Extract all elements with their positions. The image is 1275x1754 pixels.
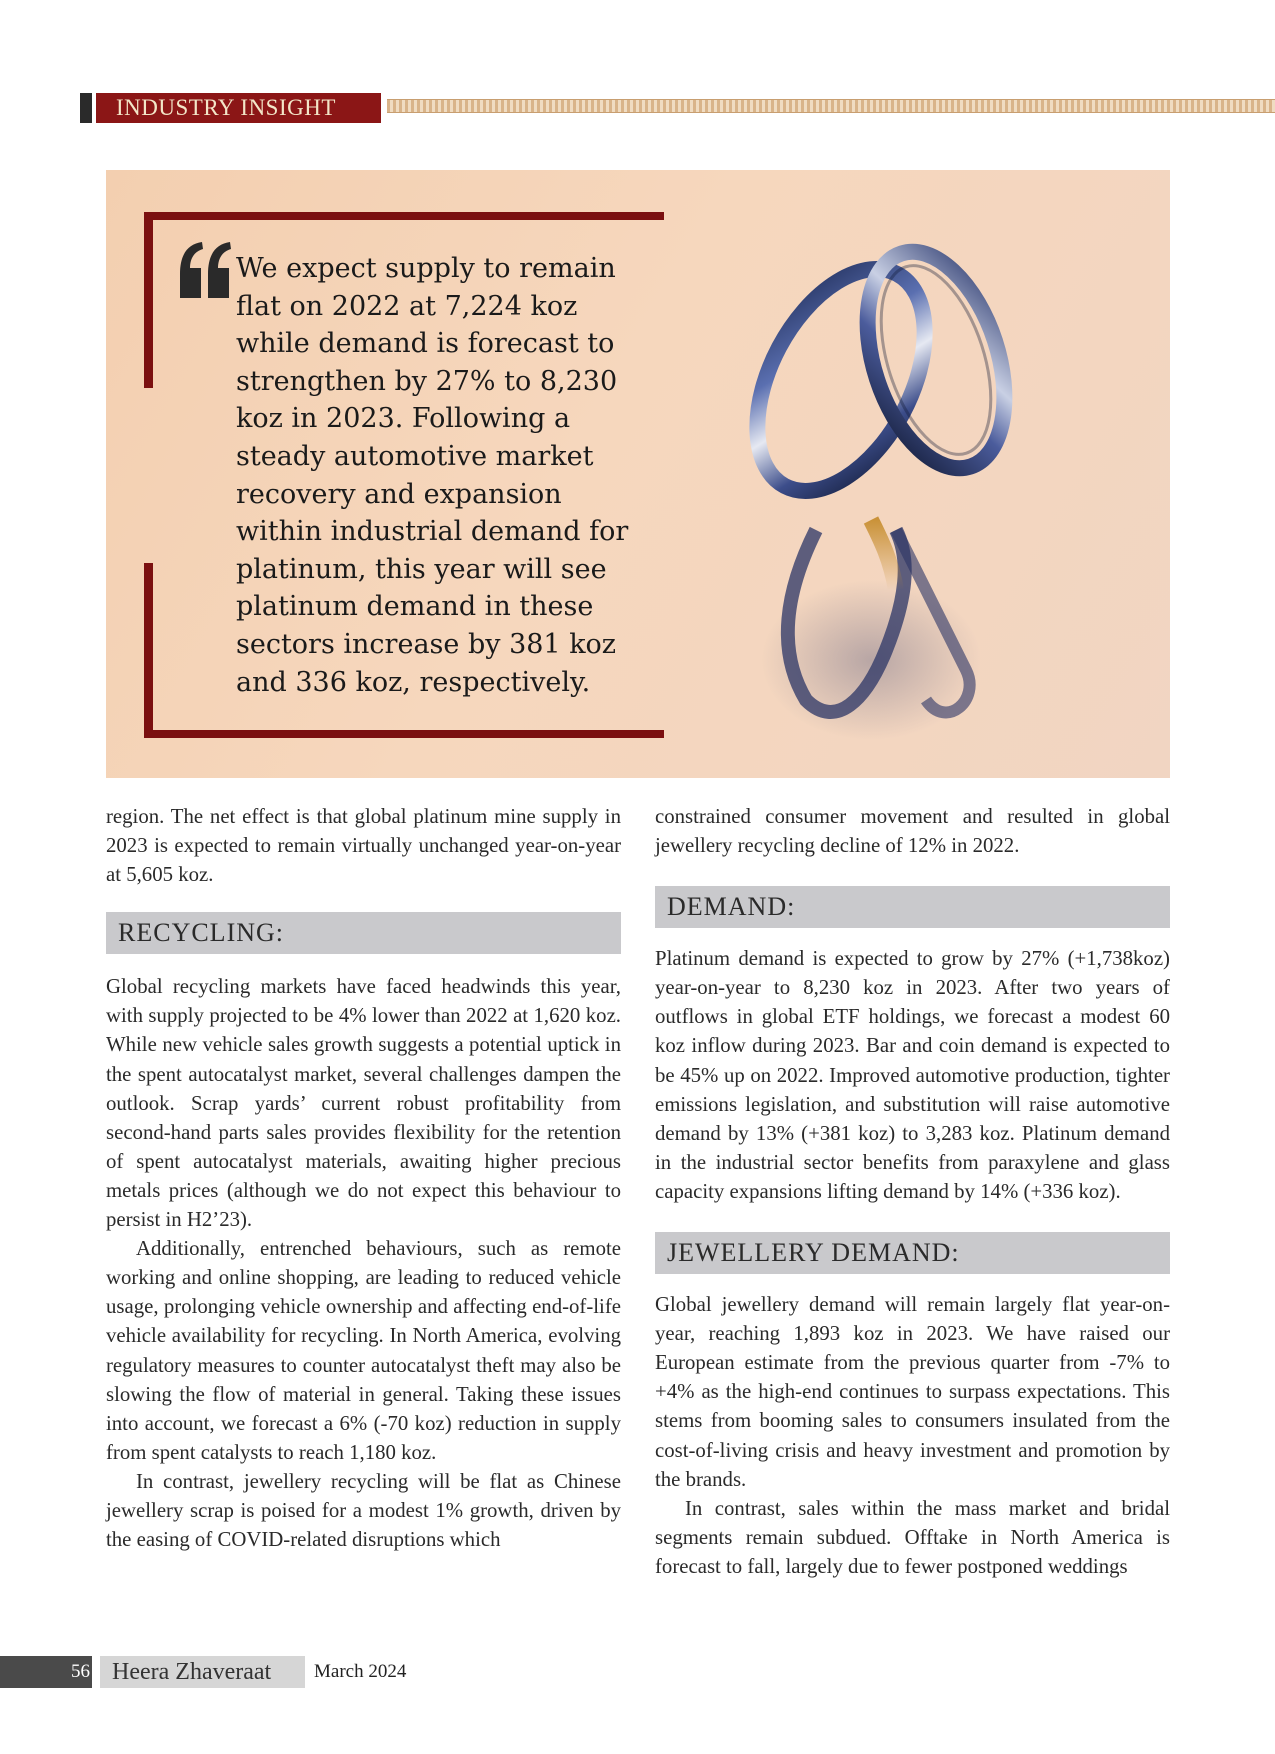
section-label: INDUSTRY INSIGHT bbox=[96, 93, 381, 123]
quote-frame-bottom bbox=[144, 730, 664, 738]
demand-paragraph: Platinum demand is expected to grow by 27% (+1,738koz) year-on-year to 8,230 koz in 2023. After two years of outflows in global ETF holdings, we forecast a modest 60 koz inflow during 2023. Bar and coin demand is expected to be 45% up on 2022. Improved automotive production, tighter emissions legislation, and substitution will raise automotive demand by 13% (+381 koz) to 3,283 koz. Platinum demand in the industrial sector benefits from paraxylene and glass capacity expansions lifting demand by 14% (+336 koz). bbox=[655, 947, 1170, 1203]
right-intro-paragraph: constrained consumer movement and resulted in global jewellery recycling decline of 12% in 2022. bbox=[655, 805, 1170, 858]
page-number: 56 bbox=[0, 1656, 92, 1688]
magazine-name: Heera Zhaveraat bbox=[100, 1656, 305, 1688]
jewellery-demand-heading: JEWELLERY DEMAND: bbox=[655, 1232, 1170, 1274]
recycling-heading: RECYCLING: bbox=[106, 912, 621, 954]
recycling-paragraph-2: Additionally, entrenched behaviours, such as remote working and online shopping, are leading to reduced vehicle usage, prolonging vehicle ownership and affecting end-of-life vehicle availability for recycling. In North America, evolving regulatory measures to counter autocatalyst theft may also be slowing the flow of material in general. Taking these issues into account, we forecast a 6% (-70 koz) reduction in supply from spent catalysts to reach 1,180 koz. bbox=[106, 1237, 621, 1464]
quote-frame-left-bottom bbox=[144, 563, 153, 738]
jewellery-paragraph-1: Global jewellery demand will remain largely flat year-on-year, reaching 1,893 koz in 2023. We have raised our European estimate from the previous quarter from -7% to +4% as the high-end continues to surpass expectations. This stems from booming sales to consumers insulated from the cost-of-living crisis and heavy investment and promotion by the brands. bbox=[655, 1293, 1170, 1491]
demand-heading: DEMAND: bbox=[655, 886, 1170, 928]
quote-mark-icon bbox=[176, 240, 234, 300]
jewellery-paragraph-2: In contrast, sales within the mass market and bridal segments remain subdued. Offtake in North America is forecast to fall, largely due to fewer postponed weddings bbox=[655, 1496, 1170, 1578]
quote-frame-top bbox=[144, 212, 664, 220]
recycling-paragraph-1: Global recycling markets have faced headwinds this year, with supply projected to be 4% lower than 2022 at 1,620 koz. While new vehicle sales growth suggests a potential uptick in the spent autocatalyst market, several challenges dampen the outlook. Scrap yards’ current robust profitability from second-hand parts sales provides flexibility for the retention of spent autocatalyst materials, awaiting higher precious metals prices (although we do not expect this behaviour to persist in H2’23). bbox=[106, 975, 621, 1232]
quote-frame-left-top bbox=[144, 212, 153, 388]
platinum-rings-image bbox=[696, 230, 1116, 750]
pull-quote: We expect supply to remain flat on 2022 at 7,224 koz while demand is forecast to strengthen by 27% to 8,230 koz in 2023. Following a steady automotive market recovery and expansion within industrial demand for platinum, this year will see platinum demand in these sectors increase by 381 koz and 336 koz, respectively. bbox=[236, 253, 629, 698]
hero-panel bbox=[106, 170, 1170, 778]
recycling-paragraph-3: In contrast, jewellery recycling will be flat as Chinese jewellery scrap is poised for a modest 1% growth, driven by the easing of COVID-related disruptions which bbox=[106, 1469, 621, 1552]
issue-date: March 2024 bbox=[314, 1661, 407, 1682]
header-tab-marker bbox=[80, 93, 92, 123]
header-rule bbox=[387, 99, 1275, 113]
left-intro-paragraph: region. The net effect is that global platinum mine supply in 2023 is expected to remain virtually unchanged year-on-year at 5,605 koz. bbox=[106, 805, 621, 887]
left-column bbox=[106, 802, 621, 1554]
right-column bbox=[655, 802, 1170, 1581]
